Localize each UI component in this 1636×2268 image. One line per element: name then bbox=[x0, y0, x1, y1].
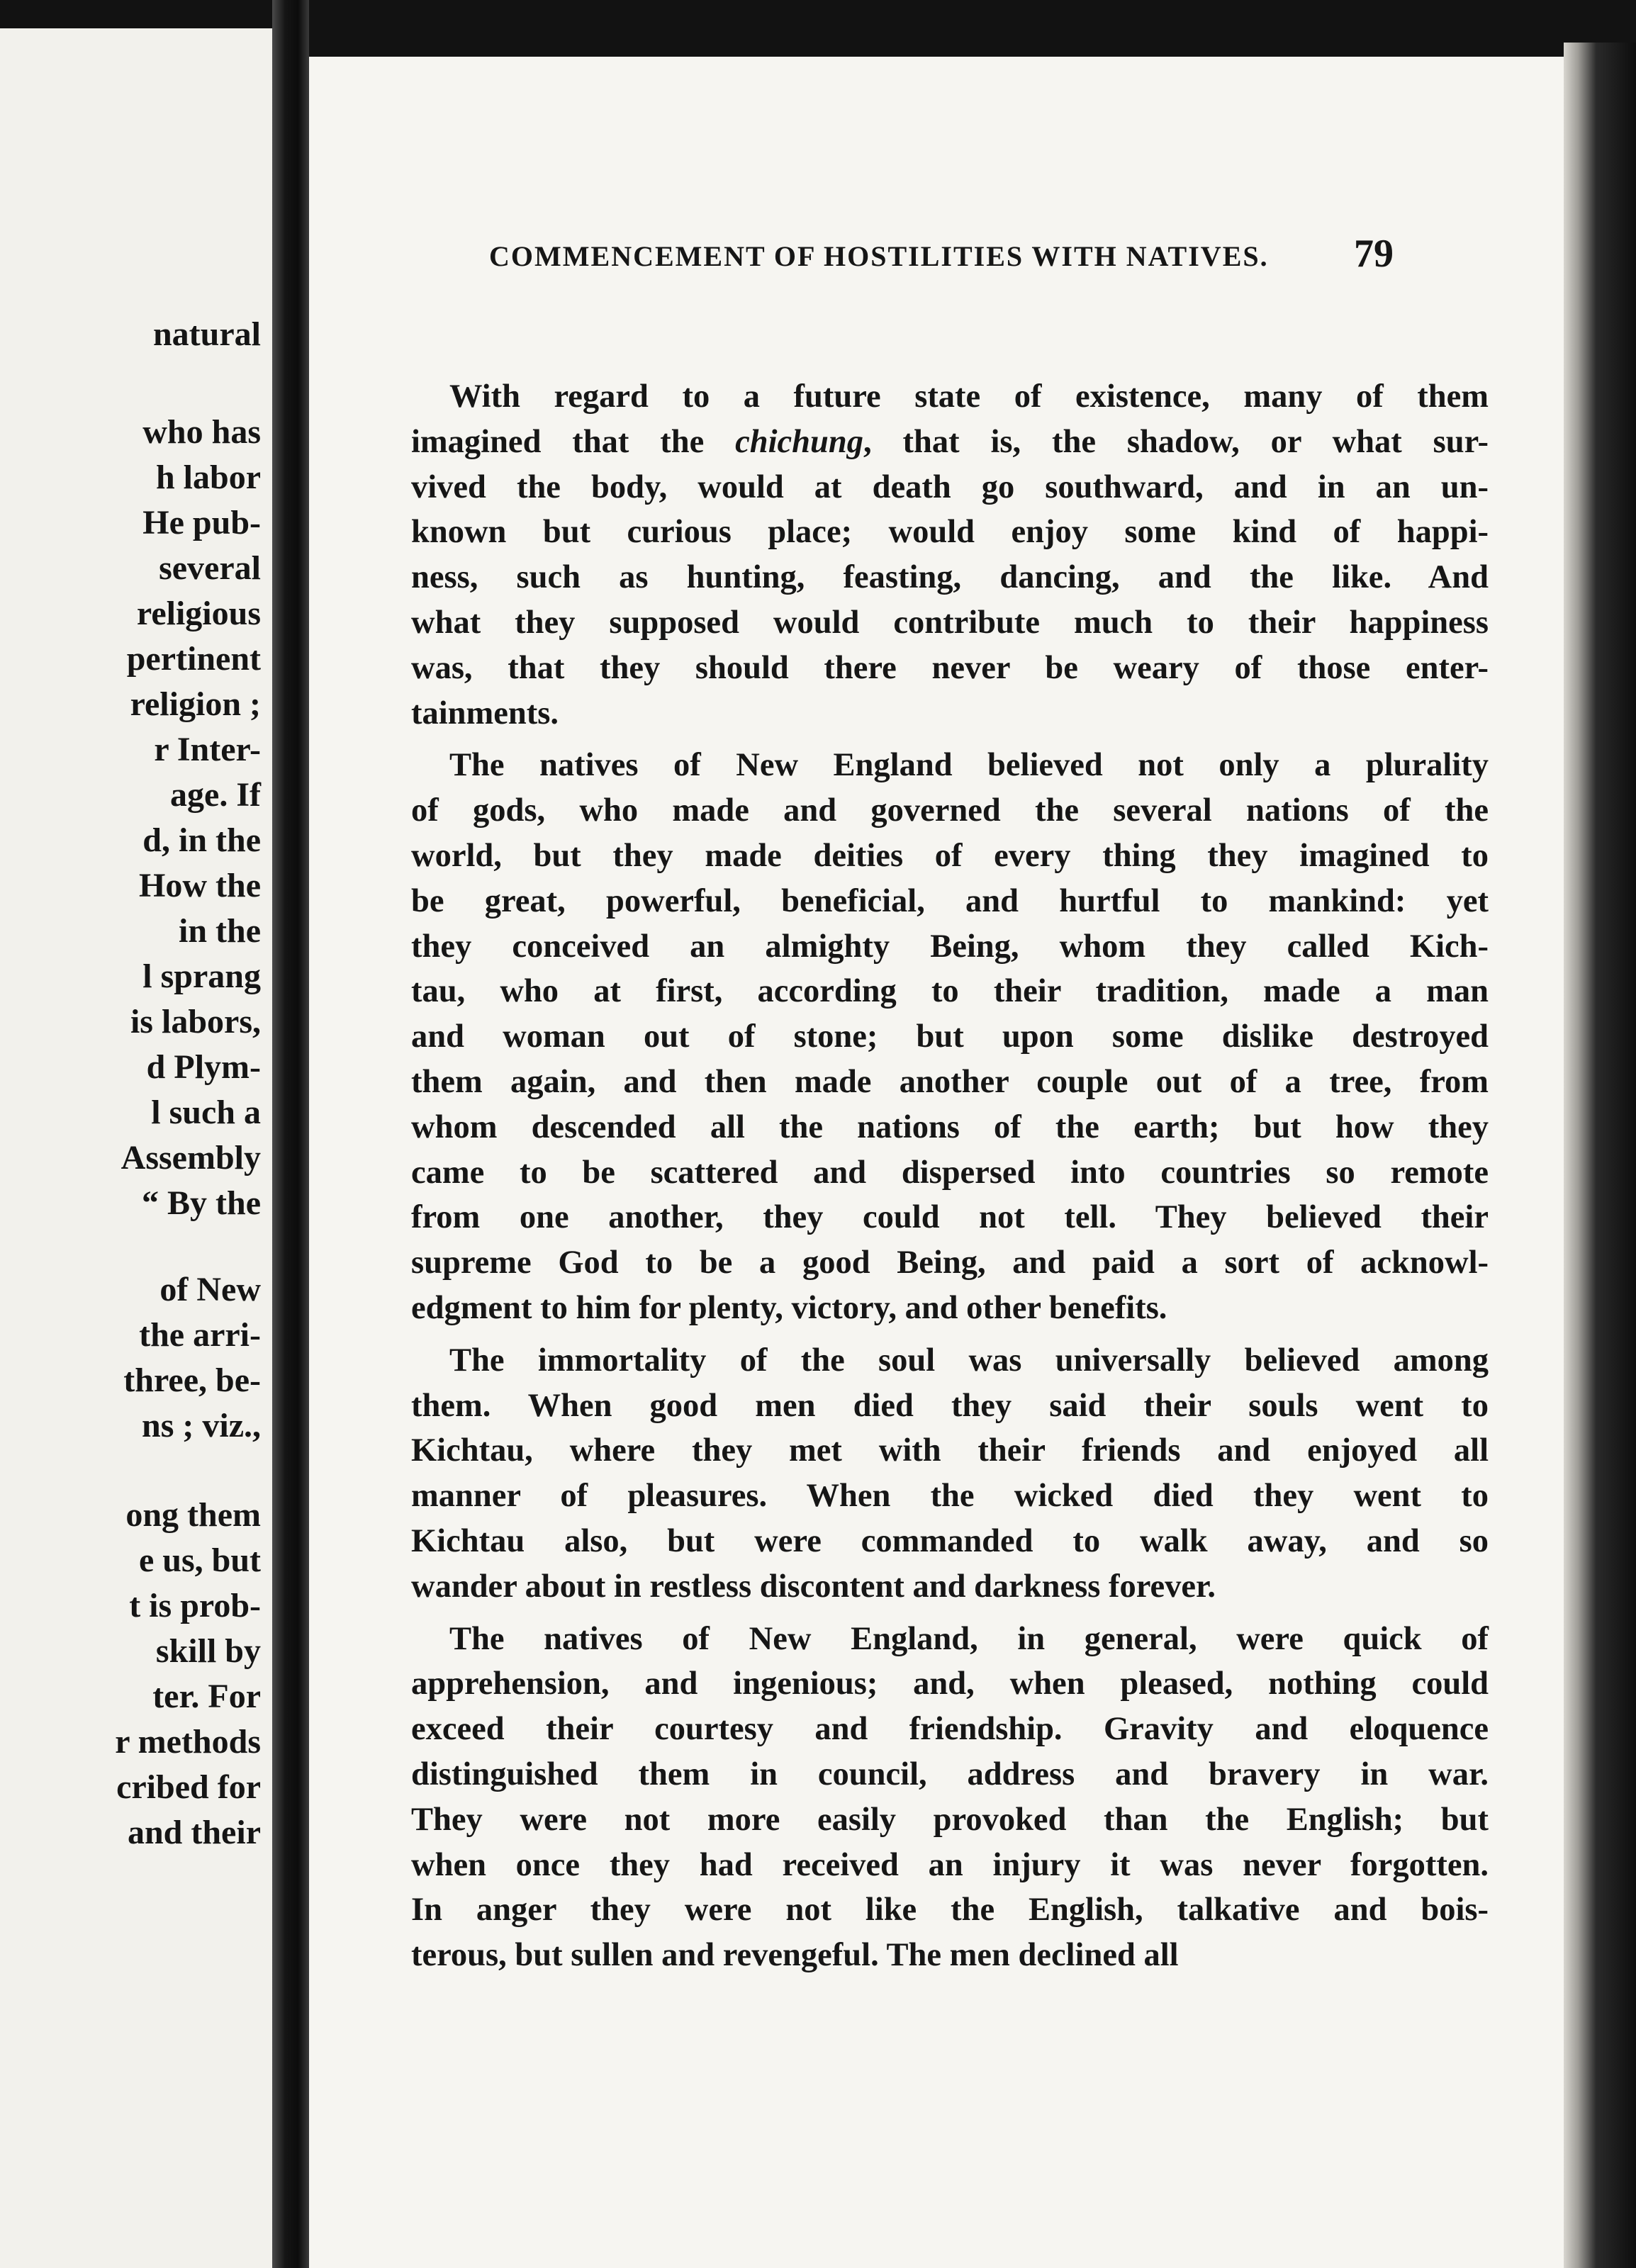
text-line: tau, who at first, according to their tradition, made a man bbox=[411, 973, 1489, 1010]
left-page-fragment: l sprang bbox=[142, 958, 261, 995]
text-line: The natives of New England, in general, were quick of bbox=[449, 1620, 1489, 1657]
left-page-fragment: the arri- bbox=[139, 1316, 261, 1354]
left-page-fragment: who has bbox=[142, 413, 261, 451]
page-number: 79 bbox=[1354, 232, 1394, 276]
paragraph-gap bbox=[411, 1331, 1489, 1338]
text-line: when once they had received an injury it was never forgotten. bbox=[411, 1846, 1489, 1883]
text-line: tainments. bbox=[411, 695, 559, 731]
text-line: came to be scattered and dispersed into countries so remote bbox=[411, 1154, 1489, 1191]
paragraph bbox=[411, 374, 1489, 736]
left-page-fragment: d Plym- bbox=[146, 1048, 261, 1086]
left-page-fragment: l such a bbox=[151, 1094, 261, 1131]
left-page-fragment: t is prob- bbox=[129, 1587, 261, 1624]
text-line: from one another, they could not tell. They believed their bbox=[411, 1199, 1489, 1236]
text-line: The natives of New England believed not only a plurality bbox=[449, 747, 1489, 784]
text-line: Kichtau, where they met with their friends and enjoyed all bbox=[411, 1432, 1489, 1469]
left-page-fragment: “ By the bbox=[142, 1184, 261, 1222]
text-line: distinguished them in council, address and bravery in war. bbox=[411, 1756, 1489, 1792]
left-page-fragment: in the bbox=[178, 912, 261, 950]
left-page-fragment: cribed for bbox=[116, 1768, 261, 1806]
text-line: wander about in restless discontent and darkness forever. bbox=[411, 1568, 1216, 1605]
text-line: exceed their courtesy and friendship. Gravity and eloquence bbox=[411, 1711, 1489, 1748]
left-page-fragment: is labors, bbox=[130, 1003, 261, 1040]
text-line: supreme God to be a good Being, and paid a sort of acknowl- bbox=[411, 1245, 1489, 1281]
paragraph-gap bbox=[411, 736, 1489, 743]
left-page-fragment: ns ; viz., bbox=[142, 1407, 261, 1444]
text-line: they conceived an almighty Being, whom they called Kich- bbox=[411, 928, 1489, 965]
left-page-fragment: religion ; bbox=[130, 685, 261, 723]
paragraph bbox=[411, 1338, 1489, 1610]
left-page-fragment: religious bbox=[136, 595, 261, 632]
text-line: apprehension, and ingenious; and, when pleased, nothing could bbox=[411, 1666, 1489, 1702]
left-page-fragment: pertinent bbox=[126, 640, 261, 678]
text-line: They were not more easily provoked than the English; but bbox=[411, 1801, 1489, 1838]
left-page-fragment: h labor bbox=[155, 459, 261, 496]
text-line: manner of pleasures. When the wicked died they went to bbox=[411, 1478, 1489, 1515]
page-edge bbox=[1564, 43, 1636, 2268]
left-page-fragment: age. If bbox=[170, 776, 261, 814]
text-line: be great, powerful, beneficial, and hurtful to mankind: yet bbox=[411, 882, 1489, 919]
left-page-fragment: r Inter- bbox=[154, 731, 261, 768]
running-head-title: COMMENCEMENT OF HOSTILITIES WITH NATIVES. bbox=[489, 240, 1269, 272]
paragraph-gap bbox=[411, 1610, 1489, 1617]
left-page-fragment: three, be- bbox=[123, 1362, 261, 1399]
left-page-fragment: How the bbox=[139, 867, 261, 904]
left-page bbox=[0, 28, 272, 2268]
left-page-fragment: r methods bbox=[115, 1723, 261, 1761]
text-line: imagined that the chichung, that is, the shadow, or what sur- bbox=[411, 423, 1489, 460]
text-line: Kichtau also, but were commanded to walk away, and so bbox=[411, 1522, 1489, 1559]
paragraph bbox=[411, 1617, 1489, 1978]
text-line: and woman out of stone; but upon some dislike destroyed bbox=[411, 1018, 1489, 1055]
left-page-fragment: skill by bbox=[155, 1632, 261, 1670]
left-page-fragment: e us, but bbox=[138, 1542, 261, 1579]
left-page-fragment: ong them bbox=[125, 1496, 261, 1534]
italic-term: chichung bbox=[735, 423, 864, 460]
text-line: world, but they made deities of every thing they imagined to bbox=[411, 837, 1489, 874]
book-gutter bbox=[272, 0, 309, 2268]
text-line: them again, and then made another couple out of a tree, from bbox=[411, 1063, 1489, 1100]
text-line: ness, such as hunting, feasting, dancing, and the like. And bbox=[411, 559, 1489, 596]
text-line: what they supposed would contribute much to their happiness bbox=[411, 604, 1489, 641]
text-line: vived the body, would at death go southward, and in an un- bbox=[411, 468, 1489, 505]
left-page-fragment: Assembly bbox=[121, 1139, 261, 1177]
left-page-fragment: ter. For bbox=[152, 1678, 261, 1715]
left-page-fragment: several bbox=[159, 549, 261, 587]
text-line: them. When good men died they said their souls went to bbox=[411, 1387, 1489, 1424]
text-line: terous, but sullen and revengeful. The men declined all bbox=[411, 1937, 1179, 1974]
text-line: The immortality of the soul was universally believed among bbox=[449, 1342, 1489, 1379]
text-line: whom descended all the nations of the earth; but how they bbox=[411, 1108, 1489, 1145]
text-line: was, that they should there never be weary of those enter- bbox=[411, 649, 1489, 686]
text-line: With regard to a future state of existence, many of them bbox=[449, 378, 1489, 415]
text-line: known but curious place; would enjoy some kind of happi- bbox=[411, 514, 1489, 551]
left-page-fragment: He pub- bbox=[142, 504, 261, 541]
text-line: edgment to him for plenty, victory, and other benefits. bbox=[411, 1289, 1167, 1326]
right-page bbox=[309, 57, 1564, 2268]
paragraph bbox=[411, 743, 1489, 1330]
text-line: In anger they were not like the English, talkative and bois- bbox=[411, 1892, 1489, 1929]
left-page-fragment: d, in the bbox=[142, 821, 261, 859]
left-page-fragment: of New bbox=[159, 1271, 261, 1308]
left-page-fragment: and their bbox=[127, 1814, 261, 1851]
left-page-fragment: natural bbox=[152, 315, 261, 353]
body-text bbox=[411, 374, 1489, 1978]
text-line: of gods, who made and governed the several nations of the bbox=[411, 792, 1489, 829]
